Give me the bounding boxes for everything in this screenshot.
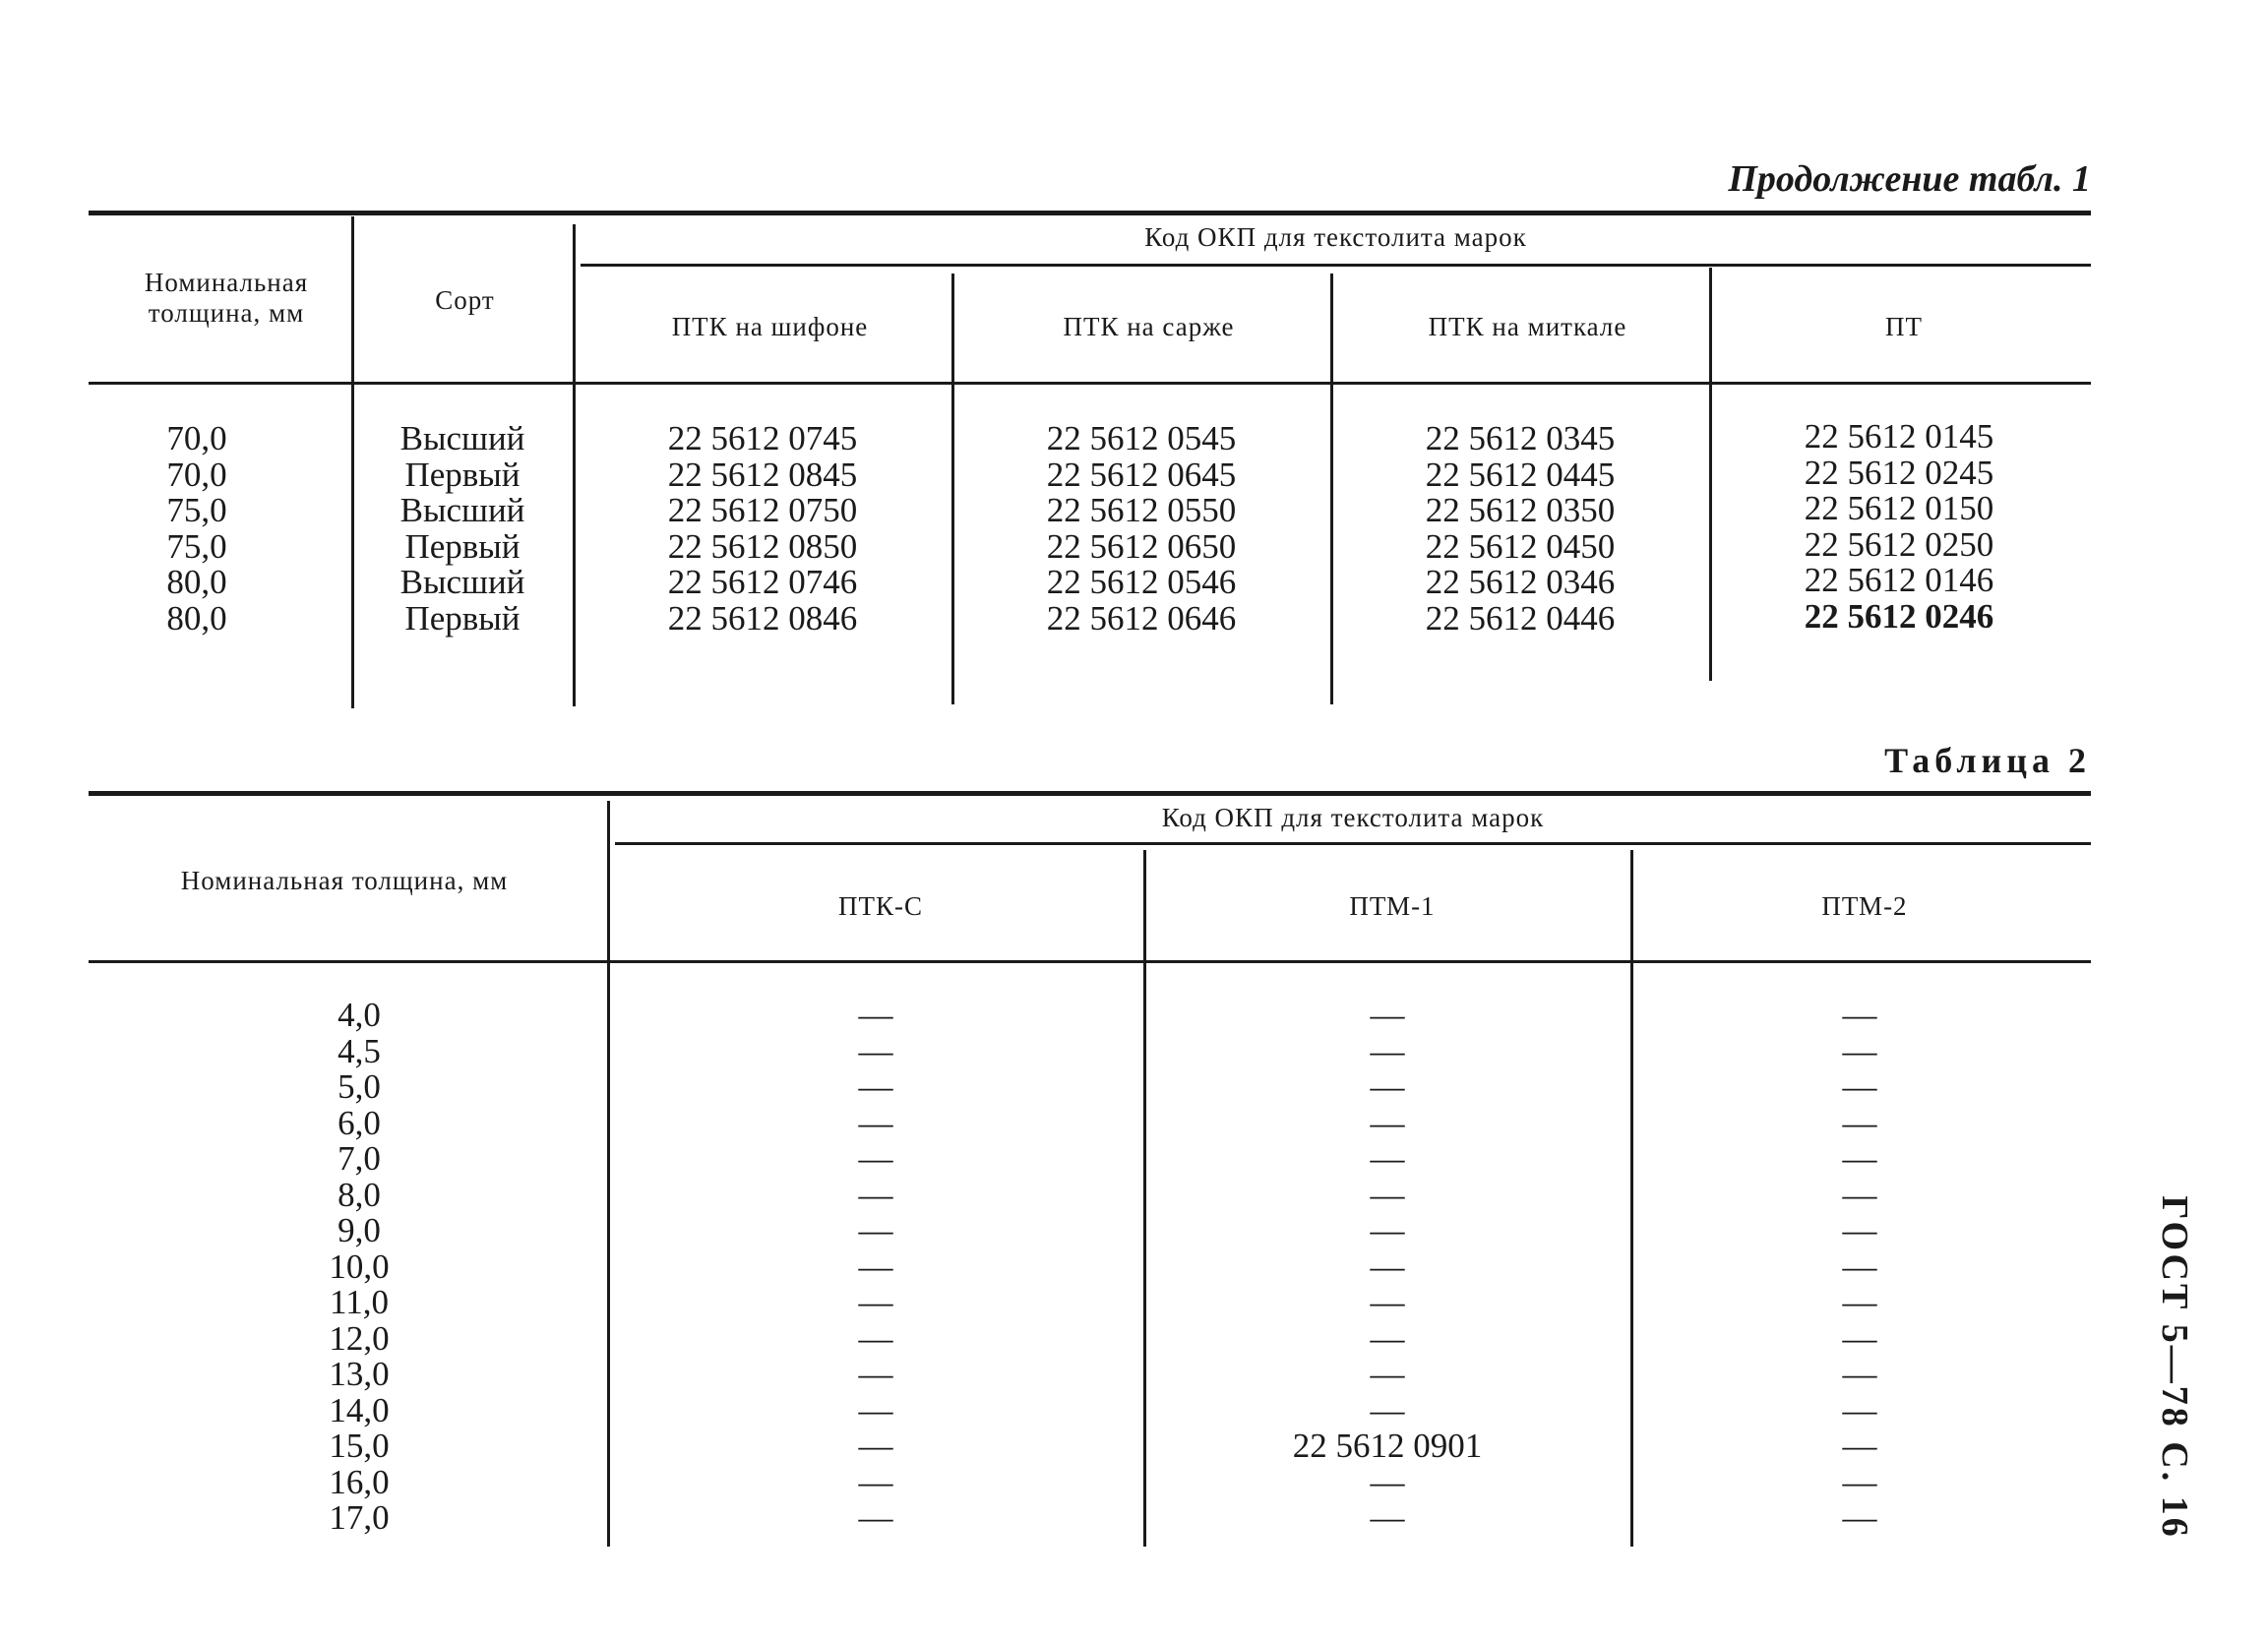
table-cell: —	[1370, 1067, 1405, 1106]
table-cell: 22 5612 0745	[667, 419, 858, 457]
table-cell: —	[858, 1067, 893, 1106]
table-cell: 22 5612 0850	[667, 526, 858, 566]
table-cell: Первый	[404, 598, 521, 638]
table-cell: 7,0	[337, 1139, 381, 1178]
table2-thickness-column	[285, 998, 433, 1537]
table1-header-group: Код ОКП для текстолита марок	[1144, 222, 1527, 252]
table-cell: 13,0	[329, 1355, 390, 1393]
table1-vrule	[351, 216, 354, 708]
table-cell: —	[858, 996, 893, 1034]
table-cell: Высший	[399, 563, 525, 601]
table-cell: —	[1842, 1390, 1877, 1429]
table-cell: 6,0	[337, 1103, 381, 1142]
table-cell: —	[1370, 1462, 1405, 1501]
table1-header-grade: Сорт	[435, 285, 495, 315]
table-cell: —	[1370, 1283, 1405, 1321]
table-cell: 70,0	[166, 455, 227, 494]
table-cell: 22 5612 0546	[1046, 563, 1237, 601]
table-cell: —	[1842, 1427, 1877, 1465]
table-cell: 17,0	[329, 1498, 390, 1537]
table-cell: 22 5612 0650	[1046, 526, 1237, 566]
table2-vrule	[607, 801, 610, 1547]
table1-top-rule	[89, 211, 2091, 215]
table-cell: —	[858, 1139, 893, 1178]
table2-ptks-column	[615, 998, 1136, 1537]
table-cell: 22 5612 0750	[667, 491, 858, 529]
table-cell: 22 5612 0550	[1046, 491, 1237, 529]
table-cell: 22 5612 0246	[1804, 596, 1994, 636]
table-cell: 22 5612 0545	[1046, 419, 1237, 457]
table-cell: —	[1370, 1318, 1405, 1358]
table2-header-rule	[89, 960, 2091, 963]
table-cell: —	[1842, 1175, 1877, 1214]
table-cell: Высший	[399, 491, 525, 529]
table-cell: —	[1370, 1211, 1405, 1249]
table-cell: 12,0	[329, 1318, 390, 1358]
table-cell: —	[1842, 1246, 1877, 1286]
table2-header-ptm2: ПТМ-2	[1821, 891, 1908, 921]
table-cell: 22 5612 0446	[1425, 598, 1616, 638]
table1-header-mitkal: ПТК на миткале	[1428, 312, 1627, 341]
table1-vrule	[951, 274, 954, 704]
table-cell: 22 5612 0250	[1804, 524, 1994, 564]
table-cell: —	[858, 1318, 893, 1358]
table1-header-thickness: Номинальная толщина, мм	[144, 268, 309, 328]
table-cell: —	[1842, 1031, 1877, 1070]
table-cell: —	[858, 1031, 893, 1070]
table1-vrule	[1330, 274, 1333, 704]
table1-header-sarzha: ПТК на сарже	[1063, 312, 1235, 341]
table-cell: —	[1842, 1283, 1877, 1321]
table-cell: —	[1842, 1355, 1877, 1393]
table-cell: 22 5612 0646	[1046, 598, 1237, 638]
table-cell: 22 5612 0145	[1804, 417, 1994, 456]
table1-shifon-column	[581, 421, 945, 637]
table-cell: —	[1370, 1031, 1405, 1070]
table2-top-rule	[89, 791, 2091, 796]
table-cell: 22 5612 0901	[1292, 1427, 1483, 1465]
table2-vrule	[1630, 850, 1633, 1547]
table1-header-pt: ПТ	[1885, 312, 1923, 341]
table-cell: 9,0	[337, 1211, 381, 1249]
table-cell: —	[1370, 1498, 1405, 1537]
table-cell: —	[1370, 1103, 1405, 1142]
table1-mitkal-column	[1338, 421, 1702, 637]
table-cell: 16,0	[329, 1462, 390, 1501]
table2-group-rule	[615, 842, 2091, 845]
table1-vrule	[1709, 268, 1712, 681]
table-cell: —	[1370, 1355, 1405, 1393]
table-cell: —	[858, 1390, 893, 1429]
table1-vrule	[573, 224, 576, 706]
table1-group-rule	[581, 264, 2091, 267]
table-cell: —	[858, 1355, 893, 1393]
table-cell: 80,0	[166, 598, 227, 638]
table1-grade-column	[364, 421, 561, 637]
table-cell: —	[1842, 1318, 1877, 1358]
table-cell: —	[1842, 1067, 1877, 1106]
table-cell: —	[1842, 1462, 1877, 1501]
table-cell: —	[1842, 996, 1877, 1034]
table-cell: 4,0	[337, 996, 381, 1034]
table-cell: Первый	[404, 455, 521, 494]
table-cell: 22 5612 0445	[1425, 455, 1616, 494]
table-cell: 22 5612 0845	[667, 455, 858, 494]
page-label: ГОСТ 5—78 С. 16	[2154, 1195, 2195, 1540]
table-cell: 22 5612 0746	[667, 563, 858, 601]
table-cell: 14,0	[329, 1390, 390, 1429]
table2-vrule	[1143, 850, 1146, 1547]
table-cell: —	[1370, 996, 1405, 1034]
table1-header-shifon: ПТК на шифоне	[671, 312, 869, 341]
table-cell: —	[858, 1246, 893, 1286]
table-cell: —	[1370, 1139, 1405, 1178]
table-cell: —	[1370, 1390, 1405, 1429]
table2-header-ptm1: ПТМ-1	[1349, 891, 1436, 921]
table-cell: 22 5612 0450	[1425, 526, 1616, 566]
table-cell: —	[1370, 1175, 1405, 1214]
table-cell: 22 5612 0346	[1425, 563, 1616, 601]
table-cell: —	[1842, 1103, 1877, 1142]
table-cell: 22 5612 0350	[1425, 491, 1616, 529]
table-cell: —	[858, 1175, 893, 1214]
table2-header-group: Код ОКП для текстолита марок	[1161, 803, 1545, 832]
table-cell: 15,0	[329, 1427, 390, 1465]
table1-caption: Продолжение табл. 1	[1728, 158, 2091, 200]
table2-ptm2-column	[1638, 998, 2081, 1537]
table1-thickness-column	[118, 421, 276, 637]
table1-header-rule	[89, 382, 2091, 385]
table-cell: 22 5612 0146	[1804, 561, 1994, 599]
table-cell: —	[1842, 1139, 1877, 1178]
table-cell: Высший	[399, 419, 525, 457]
table-cell: 22 5612 0150	[1804, 489, 1994, 527]
table-cell: —	[858, 1211, 893, 1249]
table-cell: —	[858, 1103, 893, 1142]
table-cell: —	[858, 1427, 893, 1465]
table-cell: Первый	[404, 526, 521, 566]
table-cell: 8,0	[337, 1175, 381, 1214]
table-cell: 5,0	[337, 1067, 381, 1106]
table-cell: —	[1842, 1211, 1877, 1249]
table-cell: 80,0	[166, 563, 227, 601]
table-cell: 4,5	[337, 1031, 381, 1070]
table-cell: —	[858, 1283, 893, 1321]
table-cell: 75,0	[166, 526, 227, 566]
table-cell: 10,0	[329, 1246, 390, 1286]
table-cell: 22 5612 0245	[1804, 453, 1994, 492]
table-cell: 11,0	[330, 1283, 389, 1321]
table2-caption: Таблица 2	[1884, 741, 2091, 780]
table-cell: —	[858, 1462, 893, 1501]
table-cell: 22 5612 0846	[667, 598, 858, 638]
table-cell: —	[1370, 1246, 1405, 1286]
table1-sarzha-column	[959, 421, 1323, 637]
table-cell: 22 5612 0645	[1046, 455, 1237, 494]
table2-ptm1-column	[1151, 998, 1624, 1537]
table-cell: —	[1842, 1498, 1877, 1537]
table1-pt-column	[1717, 419, 2081, 635]
table2-header-thickness: Номинальная толщина, мм	[180, 866, 509, 895]
table-cell: —	[858, 1498, 893, 1537]
table-cell: 22 5612 0345	[1425, 419, 1616, 457]
table2-header-ptks: ПТК-С	[838, 891, 923, 921]
table-cell: 75,0	[166, 491, 227, 529]
table-cell: 70,0	[166, 419, 227, 457]
